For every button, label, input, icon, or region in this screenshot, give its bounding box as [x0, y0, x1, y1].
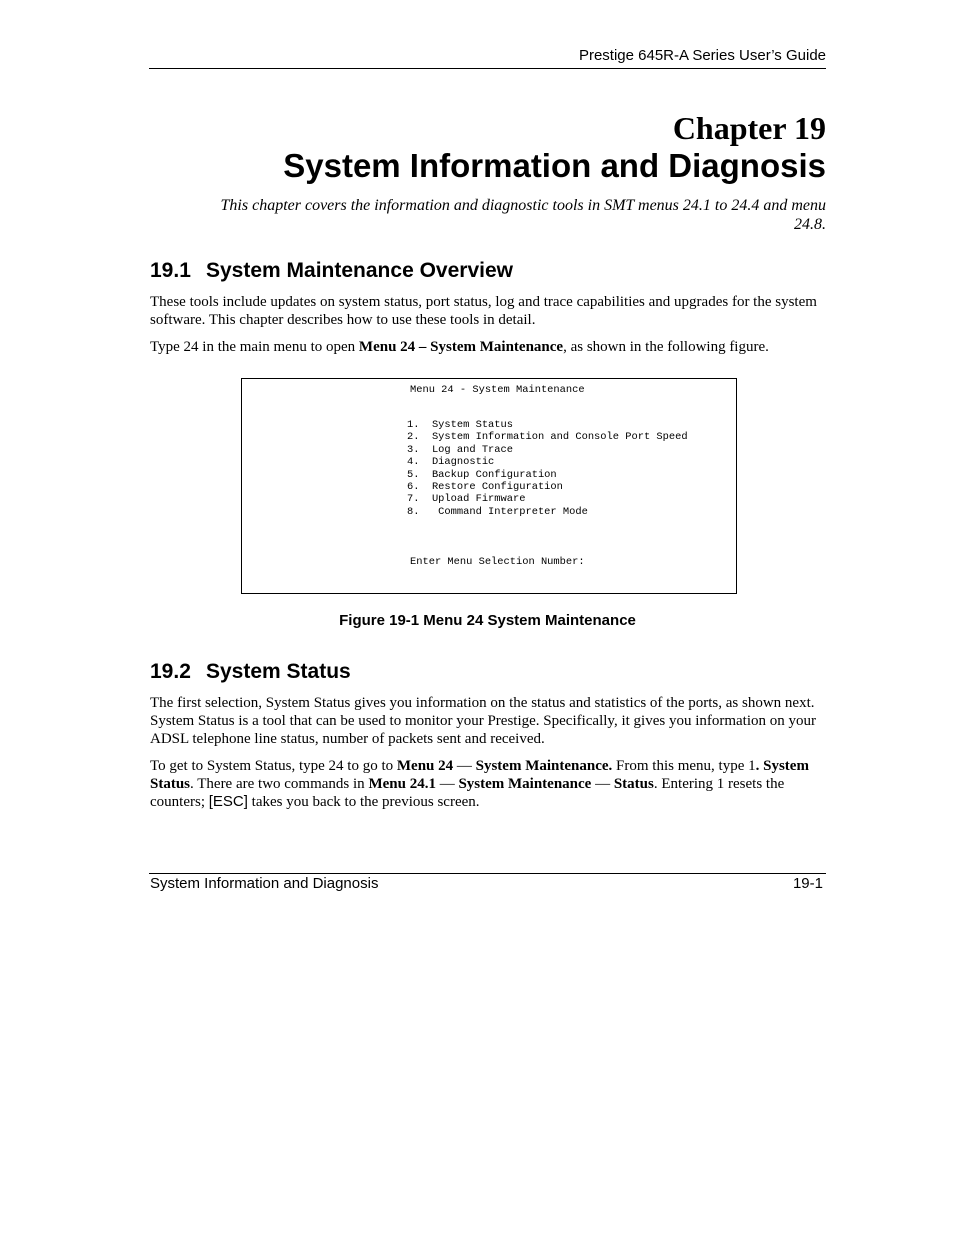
terminal-prompt: Enter Menu Selection Number:: [410, 556, 585, 568]
terminal-menu-item: 4. Diagnostic: [407, 456, 495, 469]
menu-reference: Menu 24 – System Maintenance: [358, 339, 564, 355]
paragraph: [150, 757, 826, 811]
terminal-menu-item: 5. Backup Configuration: [407, 468, 557, 481]
chapter-title: System Information and Diagnosis: [283, 147, 826, 184]
terminal-menu-item: 1. System Status: [407, 419, 514, 431]
menu-reference: System Maintenance.: [475, 758, 613, 774]
text-run: . Entering 1 resets the counters;: [150, 776, 785, 810]
text-run: To get to System Status, type 24 to go to: [150, 758, 397, 774]
section-title: System Status: [206, 660, 351, 683]
esc-key-label: [ESC]: [208, 793, 248, 810]
chapter-intro-line: 24.8.: [794, 216, 826, 233]
chapter-intro-line: This chapter covers the information and diagnostic tools in SMT menus 24.1 to 24.4 and menu: [220, 197, 826, 214]
section-number: 19.2: [150, 660, 191, 683]
terminal-screen: [241, 378, 737, 594]
chapter-intro: [149, 196, 826, 234]
section-number: 19.1: [150, 259, 191, 282]
text-run: —: [591, 776, 614, 792]
text-run: —: [453, 758, 476, 774]
paragraph: [150, 338, 826, 356]
text-run: . There are two commands in: [190, 776, 369, 792]
menu-reference: Menu 24.1: [368, 776, 436, 792]
menu-reference: Status: [613, 776, 654, 792]
page-number: 19-1: [792, 875, 823, 892]
text-run: —: [435, 776, 459, 792]
section-title: System Maintenance Overview: [206, 259, 513, 282]
paragraph: These tools include updates on system status, port status, log and trace capabilities and upgrades for the system software. This chapter describes how to use these tools in detail.: [150, 294, 817, 328]
section-heading: [150, 258, 513, 284]
text-run: , as shown in the following figure.: [563, 339, 769, 355]
chapter-number: Chapter 19: [672, 110, 826, 146]
section-heading: [150, 659, 351, 685]
footer-title: System Information and Diagnosis: [150, 875, 379, 892]
text-run: Type 24 in the main menu to open: [150, 339, 359, 355]
text-run: takes you back to the previous screen.: [247, 794, 480, 810]
running-header: Prestige 645R-A Series User’s Guide: [578, 47, 826, 64]
terminal-menu-item: 6. Restore Configuration: [407, 481, 563, 494]
text-run: From this menu, type 1: [612, 758, 756, 774]
menu-reference: Menu 24: [396, 758, 454, 774]
terminal-title: Menu 24 - System Maintenance: [410, 384, 585, 396]
menu-reference: . System Status: [150, 758, 809, 792]
terminal-menu-item: 8. Command Interpreter Mode: [407, 505, 588, 518]
footer-rule: [149, 873, 826, 874]
figure-caption: Figure 19-1 Menu 24 System Maintenance: [339, 612, 636, 629]
paragraph: The first selection, System Status gives you information on the status and statistics of the ports, as shown next. System Status is a tool that can be used to monitor your Prestige. Specifically, it gives you information on your ADSL telephone line status, number of packets sent and received.: [150, 695, 817, 747]
terminal-menu: [407, 419, 688, 518]
header-rule: [149, 68, 826, 69]
terminal-menu-item: 2. System Information and Console Port Speed: [407, 431, 688, 444]
menu-reference: System Maintenance: [458, 776, 592, 792]
terminal-menu-item: 3. Log and Trace: [407, 443, 514, 456]
terminal-menu-item: 7. Upload Firmware: [407, 493, 526, 506]
